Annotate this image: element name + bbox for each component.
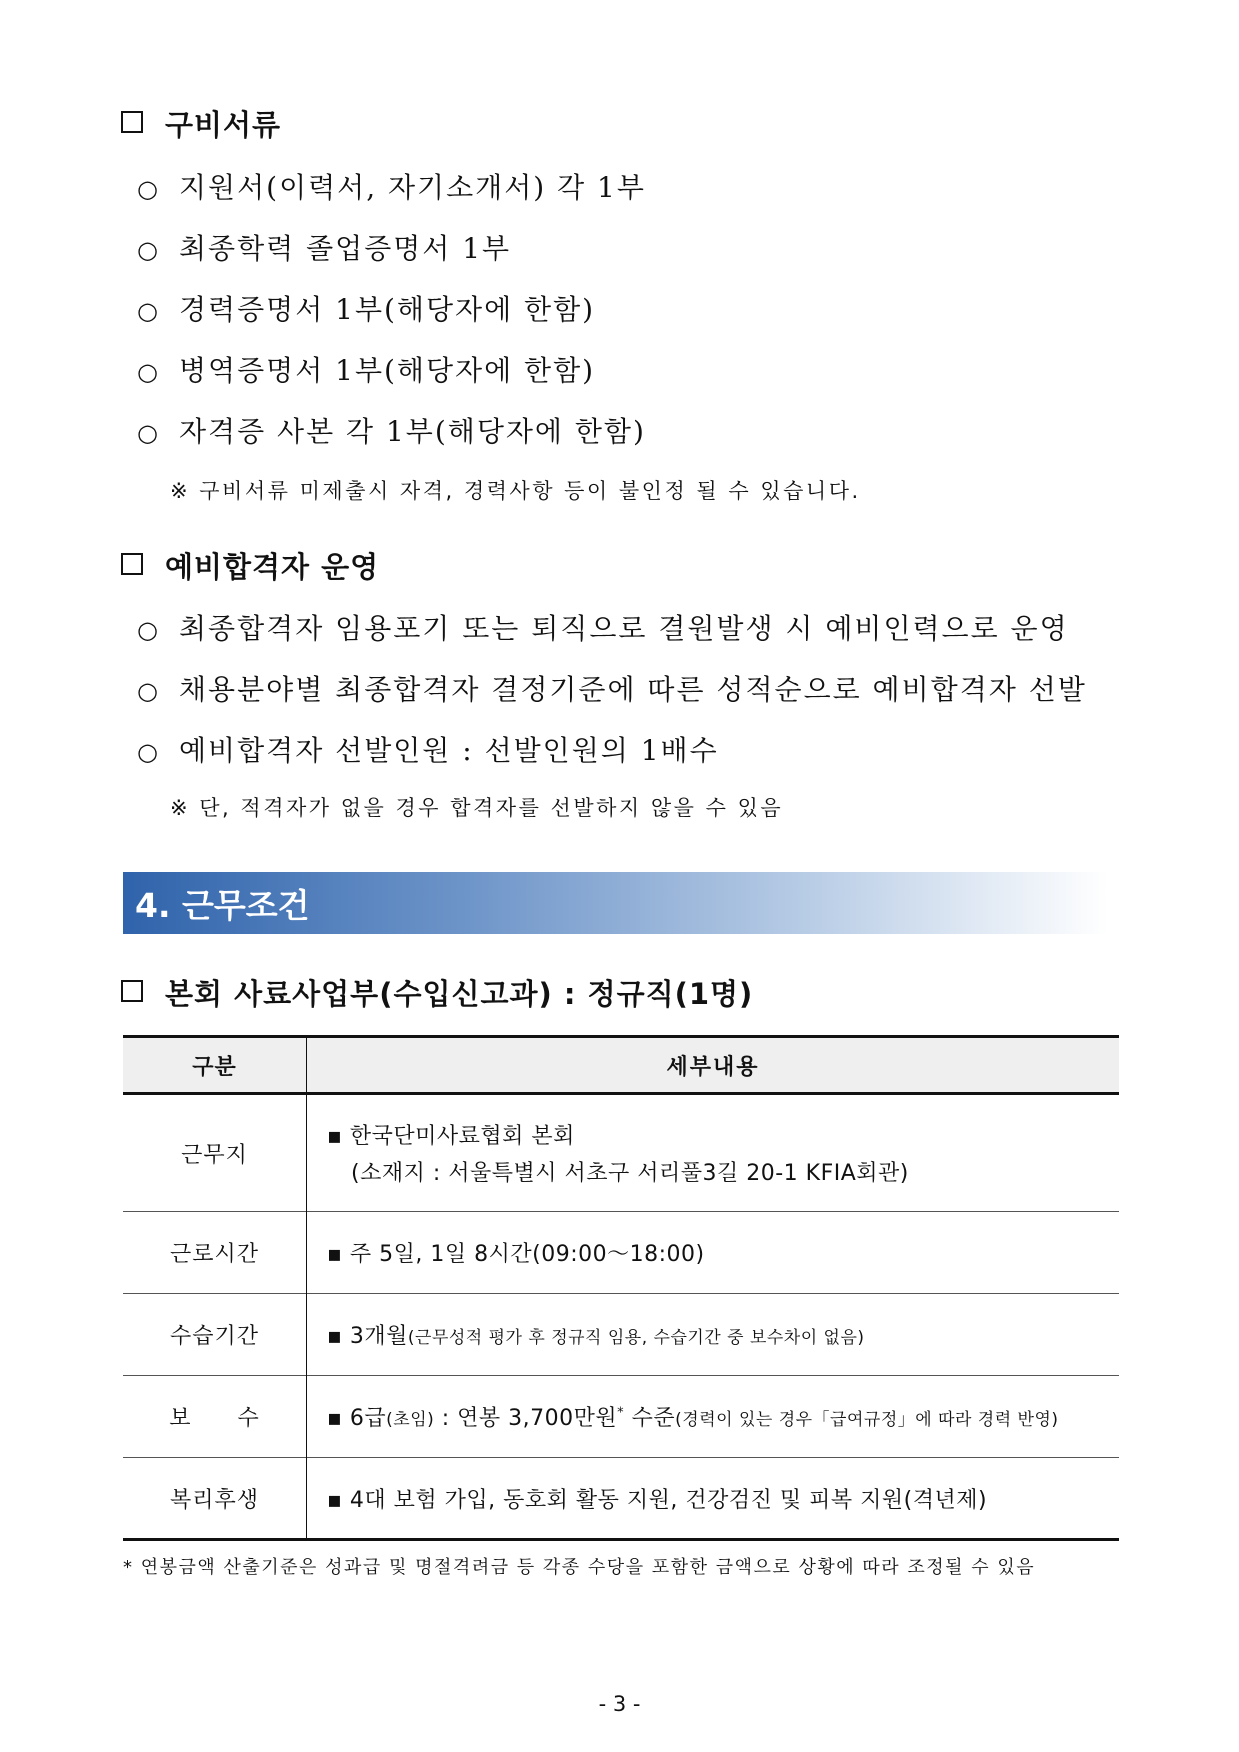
circle-bullet-icon: ○: [137, 358, 160, 386]
row-value: ▪ 한국단미사료협회 본회 (소재지 : 서울특별시 서초구 서리풀3길 20-1 KFIA회관): [307, 1094, 1120, 1212]
circle-bullet-icon: ○: [137, 175, 160, 203]
list-item: ○ 예비합격자 선발인원 : 선발인원의 1배수: [137, 734, 719, 767]
header-category: 구분: [123, 1037, 307, 1094]
table-row: [123, 1212, 1119, 1294]
circle-bullet-icon: ○: [137, 419, 160, 447]
table-row: [123, 1376, 1119, 1458]
row-value: ▪ 4대 보험 가입, 동호회 활동 지원, 건강검진 및 피복 지원(격년제): [307, 1458, 1120, 1540]
note-reserve: ※ 단, 적격자가 없을 경우 합격자를 선발하지 않을 수 있음: [170, 796, 784, 820]
circle-bullet-icon: ○: [137, 297, 160, 325]
checkbox-square-icon: [121, 553, 143, 575]
table-row: [123, 1094, 1119, 1212]
circle-bullet-icon: ○: [137, 236, 160, 264]
circle-bullet-icon: ○: [137, 738, 160, 766]
list-item: ○ 병역증명서 1부(해당자에 한함): [137, 354, 596, 387]
list-item: ○ 자격증 사본 각 1부(해당자에 한함): [137, 415, 646, 448]
table-row: [123, 1294, 1119, 1376]
row-label: 근무지: [123, 1094, 307, 1212]
table-header-row: [123, 1037, 1119, 1094]
section-title-reserve: 예비합격자 운영: [165, 550, 380, 584]
list-item: ○ 최종합격자 임용포기 또는 퇴직으로 결원발생 시 예비인력으로 운영: [137, 612, 1069, 645]
note-documents: ※ 구비서류 미제출시 자격, 경력사항 등이 불인정 될 수 있습니다.: [170, 479, 861, 503]
page-number: - 3 -: [598, 1692, 641, 1716]
row-label: 근로시간: [123, 1212, 307, 1294]
row-value: ▪ 6급(초임) : 연봉 3,700만원* 수준(경력이 있는 경우「급여규정」에 따라 경력 반영): [307, 1376, 1120, 1458]
list-item: ○ 경력증명서 1부(해당자에 한함): [137, 293, 596, 326]
section-title-conditions: 본회 사료사업부(수입신고과) : 정규직(1명): [165, 977, 754, 1011]
row-label: 복리후생: [123, 1458, 307, 1540]
conditions-table: [123, 1035, 1119, 1541]
header-details: 세부내용: [307, 1037, 1120, 1094]
row-value: ▪ 주 5일, 1일 8시간(09:00～18:00): [307, 1212, 1120, 1294]
footnote: * 연봉금액 산출기준은 성과급 및 명절격려금 등 각종 수당을 포함한 금액으로 상황에 따라 조정될 수 있음: [123, 1557, 1036, 1578]
section-banner: [123, 872, 1108, 934]
row-value: ▪ 3개월(근무성적 평가 후 정규직 임용, 수습기간 중 보수차이 없음): [307, 1294, 1120, 1376]
row-label: 수습기간: [123, 1294, 307, 1376]
checkbox-square-icon: [121, 980, 143, 1002]
circle-bullet-icon: ○: [137, 616, 160, 644]
list-item: ○ 채용분야별 최종합격자 결정기준에 따른 성적순으로 예비합격자 선발: [137, 673, 1087, 706]
section-title-documents: 구비서류: [165, 108, 282, 142]
list-item: ○ 지원서(이력서, 자기소개서) 각 1부: [137, 171, 646, 204]
row-label: 보 수: [123, 1376, 307, 1458]
table-row: [123, 1458, 1119, 1540]
banner-title: 4. 근무조건: [135, 886, 310, 925]
list-item: ○ 최종학력 졸업증명서 1부: [137, 232, 512, 265]
circle-bullet-icon: ○: [137, 677, 160, 705]
checkbox-square-icon: [121, 111, 143, 133]
